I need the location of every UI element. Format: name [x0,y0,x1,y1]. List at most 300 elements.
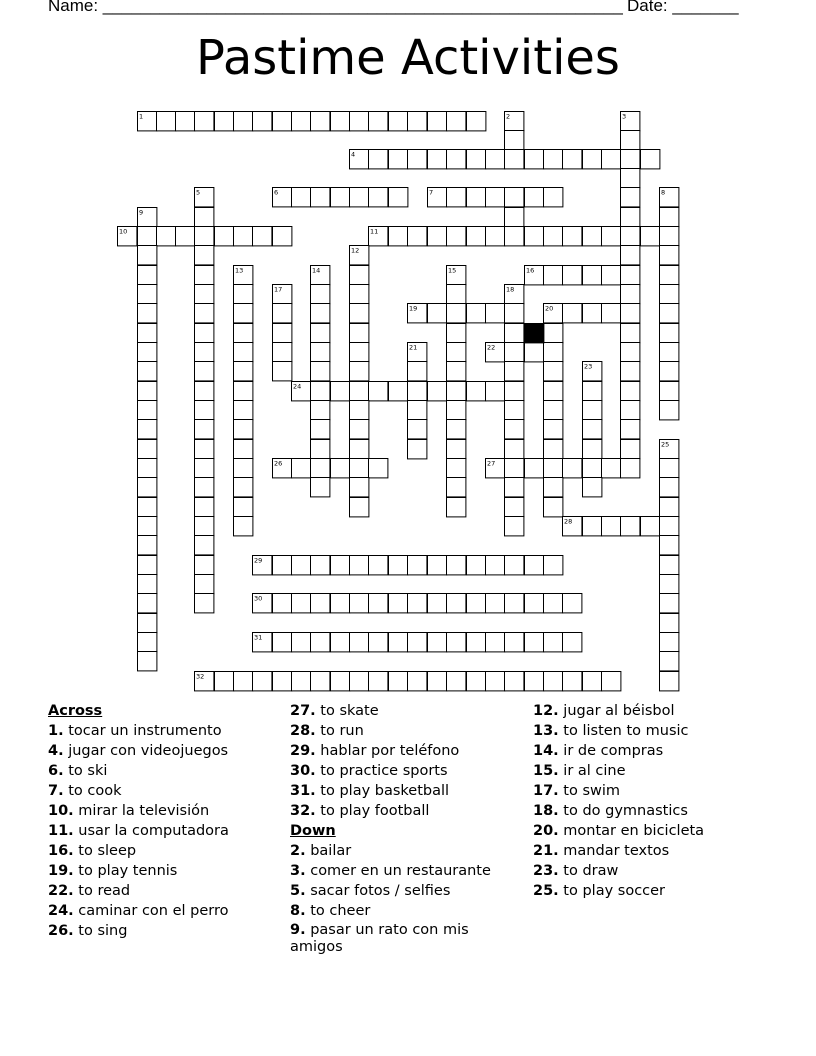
grid-cell[interactable] [195,478,214,497]
grid-cell[interactable] [331,382,350,401]
grid-cell[interactable] [350,556,369,575]
grid-cell[interactable] [428,382,447,401]
grid-cell[interactable] [138,459,157,478]
grid-cell[interactable] [292,459,311,478]
grid-cell[interactable] [138,556,157,575]
grid-cell[interactable] [525,594,544,613]
grid-cell[interactable] [311,324,330,343]
grid-cell[interactable] [505,478,524,497]
grid-cell[interactable] [447,633,466,652]
grid-cell[interactable] [525,343,544,362]
grid-cell[interactable] [544,401,563,420]
grid-cell[interactable] [195,575,214,594]
grid-cell[interactable] [563,594,582,613]
grid-cell[interactable] [157,112,176,131]
grid-cell[interactable] [311,188,330,207]
grid-cell[interactable] [563,150,582,169]
grid-cell[interactable] [234,304,253,323]
grid-cell[interactable] [505,208,524,227]
grid-cell[interactable] [660,246,679,265]
grid-cell[interactable] [138,652,157,671]
grid-cell[interactable] [583,266,602,285]
grid-cell[interactable] [428,304,447,323]
grid-cell[interactable] [311,420,330,439]
grid-cell[interactable] [447,556,466,575]
grid-cell[interactable] [525,556,544,575]
grid-cell[interactable] [621,304,640,323]
grid-cell[interactable] [467,633,486,652]
grid-cell[interactable] [350,633,369,652]
grid-cell[interactable] [138,382,157,401]
grid-cell[interactable] [660,633,679,652]
grid-cell[interactable] [447,227,466,246]
grid-cell[interactable] [486,150,505,169]
grid-cell[interactable] [505,440,524,459]
grid-cell[interactable] [660,478,679,497]
grid-cell[interactable] [234,227,253,246]
grid-cell[interactable] [350,440,369,459]
grid-cell[interactable] [369,150,388,169]
grid-cell[interactable] [408,362,427,381]
grid-cell[interactable] [195,343,214,362]
date-field[interactable]: Date: _______ [627,0,739,15]
grid-cell[interactable] [602,150,621,169]
grid-cell[interactable] [331,112,350,131]
grid-cell[interactable] [525,150,544,169]
grid-cell[interactable] [428,227,447,246]
grid-cell[interactable] [369,594,388,613]
grid-cell[interactable] [311,112,330,131]
grid-cell[interactable] [486,633,505,652]
grid-cell[interactable] [195,440,214,459]
grid-cell[interactable] [602,672,621,691]
grid-cell[interactable] [621,246,640,265]
grid-cell[interactable] [369,382,388,401]
grid-cell[interactable] [138,440,157,459]
grid-cell[interactable] [311,343,330,362]
grid-cell[interactable] [505,188,524,207]
grid-cell[interactable] [389,150,408,169]
grid-cell[interactable] [195,459,214,478]
grid-cell[interactable] [467,556,486,575]
grid-cell[interactable] [447,285,466,304]
grid-cell[interactable] [350,304,369,323]
grid-cell[interactable] [505,401,524,420]
grid-cell[interactable] [389,227,408,246]
grid-cell[interactable] [389,672,408,691]
grid-cell[interactable] [447,112,466,131]
grid-cell[interactable] [273,227,292,246]
grid-cell[interactable] [505,672,524,691]
grid-cell[interactable] [544,672,563,691]
grid-cell[interactable] [660,324,679,343]
grid-cell[interactable] [447,362,466,381]
grid-cell[interactable] [505,304,524,323]
grid-cell[interactable] [621,188,640,207]
grid-cell[interactable] [408,227,427,246]
grid-cell[interactable] [138,401,157,420]
grid-cell[interactable] [641,150,660,169]
grid-cell[interactable] [621,285,640,304]
grid-cell[interactable] [505,517,524,536]
grid-cell[interactable] [138,362,157,381]
grid-cell[interactable] [505,150,524,169]
grid-cell[interactable] [369,459,388,478]
grid-cell[interactable] [525,459,544,478]
grid-cell[interactable] [331,188,350,207]
grid-cell[interactable] [234,285,253,304]
grid-cell[interactable] [292,188,311,207]
grid-cell[interactable] [292,672,311,691]
grid-cell[interactable] [583,459,602,478]
grid-cell[interactable] [447,459,466,478]
grid-cell[interactable] [138,304,157,323]
grid-cell[interactable] [544,594,563,613]
grid-cell[interactable] [389,382,408,401]
grid-cell[interactable] [505,227,524,246]
grid-cell[interactable] [350,459,369,478]
grid-cell[interactable] [234,112,253,131]
grid-cell[interactable] [563,227,582,246]
grid-cell[interactable] [369,556,388,575]
grid-cell[interactable] [621,343,640,362]
grid-cell[interactable] [486,594,505,613]
grid-cell[interactable] [486,227,505,246]
grid-cell[interactable] [234,343,253,362]
grid-cell[interactable] [583,517,602,536]
grid-cell[interactable] [621,459,640,478]
grid-cell[interactable] [660,304,679,323]
grid-cell[interactable] [660,285,679,304]
grid-cell[interactable] [583,304,602,323]
grid-cell[interactable] [467,188,486,207]
grid-cell[interactable] [660,401,679,420]
grid-cell[interactable] [447,188,466,207]
grid-cell[interactable] [273,324,292,343]
grid-cell[interactable] [428,633,447,652]
grid-cell[interactable] [602,304,621,323]
grid-cell[interactable] [369,633,388,652]
grid-cell[interactable] [195,266,214,285]
grid-cell[interactable] [176,112,195,131]
grid-cell[interactable] [273,594,292,613]
grid-cell[interactable] [195,382,214,401]
grid-cell[interactable] [369,672,388,691]
grid-cell[interactable] [195,112,214,131]
grid-cell[interactable] [350,594,369,613]
grid-cell[interactable] [389,556,408,575]
grid-cell[interactable] [331,672,350,691]
grid-cell[interactable] [350,672,369,691]
grid-cell[interactable] [544,498,563,517]
grid-cell[interactable] [273,672,292,691]
grid-cell[interactable] [350,112,369,131]
grid-cell[interactable] [505,420,524,439]
grid-cell[interactable] [660,498,679,517]
grid-cell[interactable] [408,420,427,439]
grid-cell[interactable] [660,556,679,575]
grid-cell[interactable] [428,672,447,691]
grid-cell[interactable] [138,266,157,285]
grid-cell[interactable] [660,517,679,536]
grid-cell[interactable] [215,227,234,246]
grid-cell[interactable] [544,459,563,478]
grid-cell[interactable] [234,324,253,343]
grid-cell[interactable] [621,227,640,246]
grid-cell[interactable] [660,266,679,285]
grid-cell[interactable] [447,420,466,439]
grid-cell[interactable] [273,112,292,131]
grid-cell[interactable] [195,536,214,555]
grid-cell[interactable] [621,382,640,401]
grid-cell[interactable] [350,362,369,381]
grid-cell[interactable] [602,227,621,246]
grid-cell[interactable] [428,150,447,169]
grid-cell[interactable] [505,324,524,343]
grid-cell[interactable] [195,285,214,304]
grid-cell[interactable] [602,459,621,478]
grid-cell[interactable] [195,208,214,227]
grid-cell[interactable] [234,459,253,478]
grid-cell[interactable] [408,112,427,131]
grid-cell[interactable] [311,556,330,575]
grid-cell[interactable] [195,246,214,265]
grid-cell[interactable] [350,266,369,285]
grid-cell[interactable] [621,440,640,459]
grid-cell[interactable] [215,672,234,691]
grid-cell[interactable] [544,227,563,246]
grid-cell[interactable] [311,440,330,459]
grid-cell[interactable] [138,246,157,265]
grid-cell[interactable] [428,112,447,131]
grid-cell[interactable] [311,382,330,401]
grid-cell[interactable] [331,459,350,478]
grid-cell[interactable] [583,440,602,459]
grid-cell[interactable] [447,324,466,343]
grid-cell[interactable] [447,478,466,497]
grid-cell[interactable] [292,112,311,131]
grid-cell[interactable] [447,440,466,459]
grid-cell[interactable] [311,633,330,652]
grid-cell[interactable] [389,188,408,207]
grid-cell[interactable] [467,382,486,401]
grid-cell[interactable] [408,150,427,169]
grid-cell[interactable] [505,382,524,401]
grid-cell[interactable] [525,633,544,652]
grid-cell[interactable] [467,304,486,323]
grid-cell[interactable] [602,266,621,285]
grid-cell[interactable] [273,556,292,575]
grid-cell[interactable] [234,401,253,420]
grid-cell[interactable] [292,633,311,652]
grid-cell[interactable] [311,478,330,497]
grid-cell[interactable] [253,227,272,246]
grid-cell[interactable] [350,498,369,517]
grid-cell[interactable] [408,556,427,575]
grid-cell[interactable] [621,208,640,227]
grid-cell[interactable] [583,150,602,169]
grid-cell[interactable] [660,652,679,671]
grid-cell[interactable] [447,401,466,420]
grid-cell[interactable] [641,227,660,246]
grid-cell[interactable] [428,594,447,613]
grid-cell[interactable] [583,382,602,401]
grid-cell[interactable] [525,227,544,246]
grid-cell[interactable] [583,420,602,439]
grid-cell[interactable] [544,478,563,497]
grid-cell[interactable] [563,633,582,652]
grid-cell[interactable] [311,594,330,613]
grid-cell[interactable] [660,575,679,594]
grid-cell[interactable] [195,401,214,420]
grid-cell[interactable] [544,633,563,652]
grid-cell[interactable] [544,362,563,381]
grid-cell[interactable] [563,266,582,285]
grid-cell[interactable] [467,672,486,691]
grid-cell[interactable] [660,459,679,478]
grid-cell[interactable] [467,594,486,613]
grid-cell[interactable] [234,440,253,459]
grid-cell[interactable] [389,112,408,131]
grid-cell[interactable] [621,401,640,420]
grid-cell[interactable] [195,498,214,517]
grid-cell[interactable] [563,672,582,691]
grid-cell[interactable] [311,304,330,323]
grid-cell[interactable] [138,536,157,555]
grid-cell[interactable] [467,227,486,246]
grid-cell[interactable] [544,324,563,343]
grid-cell[interactable] [544,266,563,285]
grid-cell[interactable] [583,401,602,420]
grid-cell[interactable] [253,672,272,691]
grid-cell[interactable] [234,517,253,536]
grid-cell[interactable] [408,672,427,691]
grid-cell[interactable] [660,343,679,362]
grid-cell[interactable] [505,131,524,150]
grid-cell[interactable] [138,498,157,517]
grid-cell[interactable] [389,594,408,613]
grid-cell[interactable] [621,131,640,150]
grid-cell[interactable] [195,227,214,246]
grid-cell[interactable] [157,227,176,246]
grid-cell[interactable] [350,343,369,362]
grid-cell[interactable] [660,536,679,555]
grid-cell[interactable] [505,459,524,478]
grid-cell[interactable] [660,594,679,613]
grid-cell[interactable] [486,304,505,323]
grid-cell[interactable] [583,227,602,246]
grid-cell[interactable] [525,188,544,207]
grid-cell[interactable] [544,382,563,401]
grid-cell[interactable] [505,343,524,362]
grid-cell[interactable] [544,188,563,207]
grid-cell[interactable] [138,478,157,497]
grid-cell[interactable] [234,382,253,401]
grid-cell[interactable] [138,285,157,304]
grid-cell[interactable] [408,594,427,613]
grid-cell[interactable] [138,594,157,613]
grid-cell[interactable] [621,324,640,343]
grid-cell[interactable] [621,420,640,439]
grid-cell[interactable] [467,150,486,169]
grid-cell[interactable] [273,362,292,381]
grid-cell[interactable] [583,478,602,497]
grid-cell[interactable] [253,112,272,131]
grid-cell[interactable] [273,304,292,323]
grid-cell[interactable] [331,556,350,575]
grid-cell[interactable] [447,304,466,323]
grid-cell[interactable] [408,633,427,652]
grid-cell[interactable] [331,633,350,652]
grid-cell[interactable] [660,614,679,633]
grid-cell[interactable] [138,633,157,652]
grid-cell[interactable] [660,382,679,401]
grid-cell[interactable] [447,672,466,691]
grid-cell[interactable] [621,169,640,188]
grid-cell[interactable] [408,401,427,420]
grid-cell[interactable] [138,227,157,246]
grid-cell[interactable] [602,517,621,536]
grid-cell[interactable] [447,382,466,401]
grid-cell[interactable] [505,556,524,575]
grid-cell[interactable] [311,401,330,420]
grid-cell[interactable] [621,517,640,536]
grid-cell[interactable] [273,633,292,652]
grid-cell[interactable] [350,382,369,401]
grid-cell[interactable] [486,188,505,207]
grid-cell[interactable] [311,362,330,381]
grid-cell[interactable] [563,304,582,323]
grid-cell[interactable] [467,112,486,131]
grid-cell[interactable] [350,188,369,207]
grid-cell[interactable] [660,362,679,381]
grid-cell[interactable] [234,498,253,517]
grid-cell[interactable] [389,633,408,652]
grid-cell[interactable] [544,556,563,575]
grid-cell[interactable] [486,556,505,575]
grid-cell[interactable] [408,382,427,401]
grid-cell[interactable] [505,594,524,613]
grid-cell[interactable] [215,112,234,131]
grid-cell[interactable] [311,459,330,478]
grid-cell[interactable] [138,324,157,343]
grid-cell[interactable] [641,517,660,536]
grid-cell[interactable] [292,594,311,613]
grid-cell[interactable] [447,343,466,362]
grid-cell[interactable] [311,285,330,304]
grid-cell[interactable] [621,266,640,285]
grid-cell[interactable] [563,459,582,478]
grid-cell[interactable] [350,420,369,439]
grid-cell[interactable] [544,440,563,459]
grid-cell[interactable] [544,343,563,362]
grid-cell[interactable] [195,556,214,575]
grid-cell[interactable] [447,150,466,169]
grid-cell[interactable] [369,188,388,207]
grid-cell[interactable] [311,672,330,691]
grid-cell[interactable] [486,382,505,401]
grid-cell[interactable] [195,594,214,613]
grid-cell[interactable] [408,440,427,459]
grid-cell[interactable] [138,614,157,633]
grid-cell[interactable] [621,150,640,169]
grid-cell[interactable] [195,362,214,381]
grid-cell[interactable] [660,227,679,246]
grid-cell[interactable] [544,420,563,439]
grid-cell[interactable] [486,672,505,691]
grid-cell[interactable] [234,362,253,381]
grid-cell[interactable] [350,478,369,497]
